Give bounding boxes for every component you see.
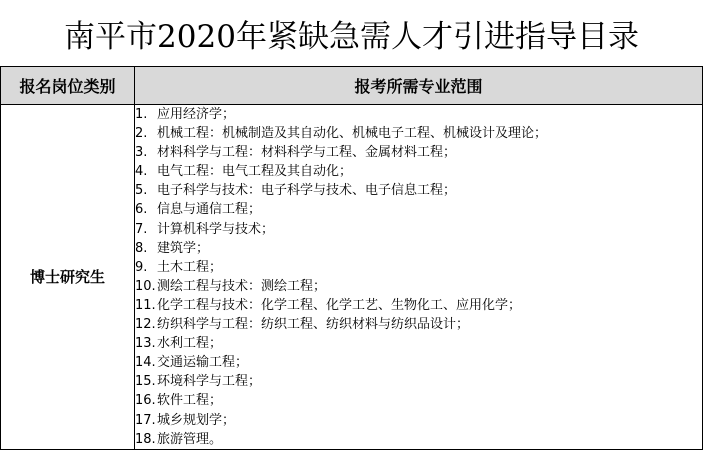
list-item [135, 200, 702, 219]
list-item-text: 测绘工程与技术：测绘工程； [157, 278, 327, 294]
list-item [135, 181, 702, 200]
category-label: 博士研究生 [29, 268, 105, 287]
list-item [135, 430, 702, 449]
list-item-number: 18. [135, 431, 156, 447]
list-item-number: 12. [135, 317, 156, 333]
list-item-number: 11. [135, 297, 156, 313]
list-item [135, 372, 702, 391]
list-item-text: 信息与通信工程； [157, 202, 262, 218]
header-row [1, 67, 703, 105]
directory-table [0, 66, 703, 450]
list-item [135, 105, 702, 124]
list-item-number: 13. [135, 336, 156, 352]
list-item-text: 软件工程； [157, 393, 223, 409]
list-item-text: 环境科学与工程； [157, 374, 262, 390]
list-item-number: 8. [135, 240, 148, 256]
list-item-text: 旅游管理。 [157, 431, 223, 447]
list-item-text: 交通运输工程； [157, 355, 249, 371]
list-item-number: 10. [135, 278, 156, 294]
list-item-number: 16. [135, 393, 156, 409]
list-item-text: 建筑学； [157, 240, 210, 256]
list-item [135, 277, 702, 296]
list-item-number: 5. [135, 183, 148, 199]
list-item-number: 6. [135, 202, 148, 218]
list-item-text: 计算机科学与技术； [157, 221, 275, 237]
page-title: 南平市2020年紧缺急需人才引进指导目录 [64, 18, 639, 55]
list-item [135, 124, 702, 143]
list-item [135, 239, 702, 258]
majors-list [135, 105, 702, 449]
category-cell[interactable] [1, 105, 135, 450]
list-item-number: 17. [135, 412, 156, 428]
table-row [1, 105, 703, 450]
list-item [135, 391, 702, 410]
list-item [135, 220, 702, 239]
list-item-number: 9. [135, 259, 148, 275]
list-item-text: 应用经济学； [157, 107, 236, 122]
list-item [135, 411, 702, 430]
list-item-text: 化学工程与技术：化学工程、化学工艺、生物化工、应用化学； [157, 297, 522, 313]
header-majors: 报考所需专业范围 [354, 77, 483, 96]
list-item-number: 1. [135, 107, 148, 122]
list-item-number: 4. [135, 164, 148, 180]
list-item-text: 电气工程：电气工程及其自动化； [157, 164, 353, 180]
list-item [135, 334, 702, 353]
list-item-number: 2. [135, 126, 148, 142]
list-item-text: 土木工程； [157, 259, 223, 275]
list-item-text: 水利工程； [157, 336, 223, 352]
header-category-cell[interactable] [1, 67, 135, 105]
list-item [135, 143, 702, 162]
list-item-text: 机械工程：机械制造及其自动化、机械电子工程、机械设计及理论； [157, 126, 548, 142]
list-item-number: 14. [135, 355, 156, 371]
list-item [135, 315, 702, 334]
list-item [135, 296, 702, 315]
title-cell [0, 0, 703, 66]
list-item-number: 7. [135, 221, 148, 237]
list-item [135, 258, 702, 277]
list-item-text: 电子科学与技术：电子科学与技术、电子信息工程； [157, 183, 457, 199]
list-item-text: 城乡规划学； [157, 412, 236, 428]
header-majors-cell[interactable] [135, 67, 703, 105]
list-item-text: 纺织科学与工程：纺织工程、纺织材料与纺织品设计； [157, 317, 470, 333]
list-item-number: 15. [135, 374, 156, 390]
list-item-number: 3. [135, 145, 148, 161]
list-item [135, 353, 702, 372]
majors-cell[interactable] [135, 105, 703, 450]
header-category: 报名岗位类别 [19, 77, 116, 96]
list-item [135, 162, 702, 181]
list-item-text: 材料科学与工程：材料科学与工程、金属材料工程； [157, 145, 457, 161]
